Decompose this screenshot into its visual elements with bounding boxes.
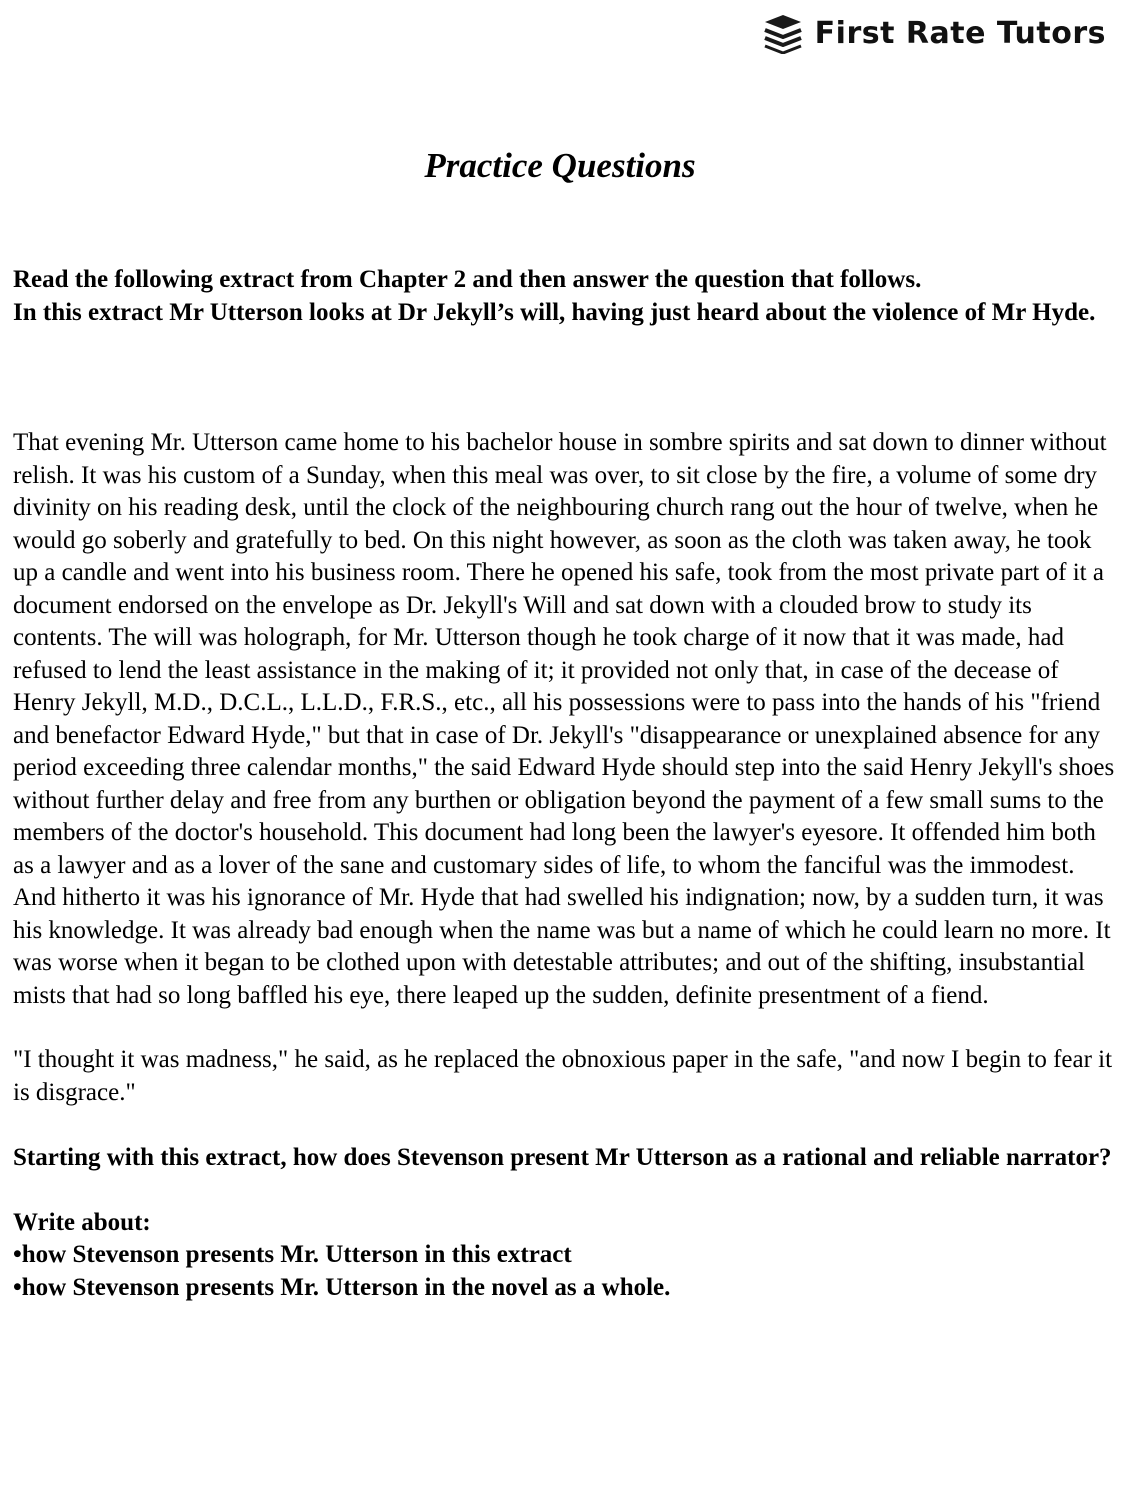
extract-paragraph: That evening Mr. Utterson came home to his bachelor house in sombre spirits and sat down to dinner without relish. It was his custom of a Sunday, when this meal was over, to sit close by the fire, a volume of some dry divinity on his reading desk, until the clock of the neighbouring church rang out the hour of twelve, when he would go soberly and gratefully to bed. On this night however, as soon as the cloth was taken away, he took up a candle and went into his business room. There he opened his safe, took from the most private part of it a document endorsed on the envelope as Dr. Jekyll's Will and sat down with a clouded brow to study its contents. The will was holograph, for Mr. Utterson though he took charge of it now that it was made, had refused to lend the least assistance in the making of it; it provided not only that, in case of the decease of Henry Jekyll, M.D., D.C.L., L.L.D., F.R.S., etc., all his possessions were to pass into the hands of his "friend and benefactor Edward Hyde," but that in case of Dr. Jekyll's "disappearance or unexplained absence for any period exceeding three calendar months," the said Edward Hyde should step into the said Henry Jekyll's shoes without further delay and free from any burthen or obligation beyond the payment of a few small sums to the members of the doctor's household. This document had long been the lawyer's eyesore. It offended him both as a lawyer and as a lover of the sane and customary sides of life, to whom the fanciful was the immodest. And hitherto it was his ignorance of Mr. Hyde that had swelled his indignation; now, by a sudden turn, it was his knowledge. It was already bad enough when the name was but a name of which he could learn no more. It was worse when it began to be clothed upon with detestable attributes; and out of the shifting, insubstantial mists that had so long baffled his eye, there leaped up the sudden, definite presentment of a fiend.	[13, 429, 1115, 1009]
book-stack-icon	[761, 12, 805, 54]
intro-line-2: In this extract Mr Utterson looks at Dr Jekyll’s will, having just heard about the violence of Mr Hyde.	[13, 298, 1096, 326]
extract-quote: "I thought it was madness," he said, as he replaced the obnoxious paper in the safe, "and now I begin to fear it is disgrace."	[13, 1046, 1113, 1106]
page-title: Practice Questions	[424, 146, 696, 185]
header-logo	[761, 12, 1106, 54]
document-body	[13, 264, 1118, 1304]
write-about-bullet: • how Stevenson presents Mr. Utterson in the novel as a whole.	[13, 1272, 1118, 1305]
brand-name: First Rate Tutors	[814, 15, 1106, 51]
intro-instruction	[13, 264, 1118, 329]
write-about-list	[13, 1239, 1118, 1304]
essay-question: Starting with this extract, how does Stevenson present Mr Utterson as a rational and reliable narrator?	[13, 1144, 1112, 1171]
write-about-label: Write about:	[13, 1208, 151, 1236]
write-about-bullet: • how Stevenson presents Mr. Utterson in this extract	[13, 1239, 1118, 1272]
intro-line-1: Read the following extract from Chapter 2 and then answer the question that follows.	[13, 266, 922, 293]
